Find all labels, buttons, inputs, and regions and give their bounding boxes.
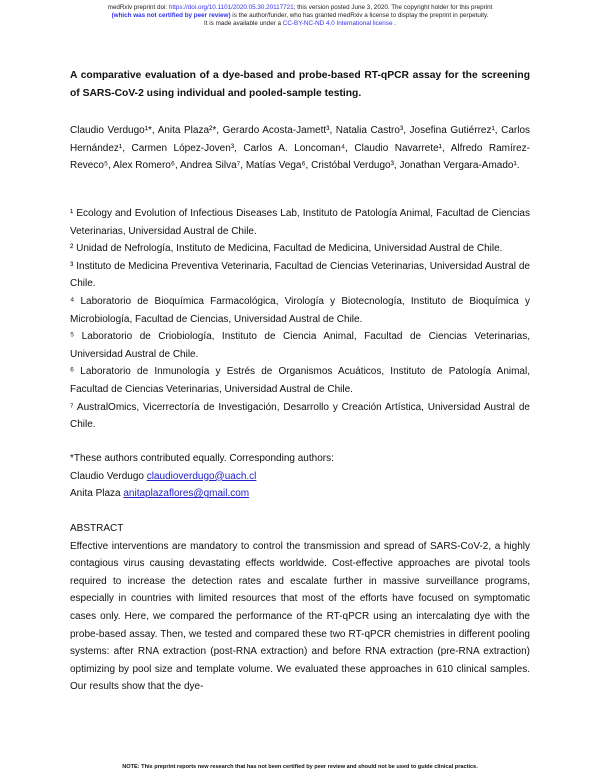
affiliations	[70, 205, 530, 434]
preprint-header	[0, 4, 600, 28]
corresponding-author: Claudio Verdugo	[70, 470, 147, 482]
affiliation: ² Unidad de Nefrología, Instituto de Medicina, Facultad de Medicina, Universidad Austral de Chile.	[70, 243, 503, 255]
affiliation: ⁷ AustralOmics, Vicerrectoría de Investigación, Desarrollo y Creación Artística, Universidad Austral de Chile.	[70, 401, 530, 431]
abstract-text: Effective interventions are mandatory to control the transmission and spread of SARS-CoV-2, a highly contagious virus causing devastating effects worldwide. Cost-effective approaches are pivotal tools required to increase the detection rates and escalate further in massive surveillance programs, especially in countries with limited resources that most of the efforts have focused on symptomatic cases only. Here, we compared the performance of the RT-qPCR using an intercalating dye with the probe-based assay. Then, we tested and compared these two RT-qPCR chemistries in different pooling systems: after RNA extraction (post-RNA extraction) and before RNA extraction (pre-RNA extraction) optimizing by pool size and template volume. We evaluated these approaches in 610 clinical samples. Our results show that the dye-	[70, 540, 530, 693]
email-link[interactable]: anitaplazaflores@gmail.com	[123, 488, 250, 500]
affiliation: ³ Instituto de Medicina Preventiva Veterinaria, Facultad de Ciencias Veterinarias, Universidad Austral de Chile.	[70, 260, 530, 290]
paper-title: A comparative evaluation of a dye-based and probe-based RT-qPCR assay for the screening of SARS-CoV-2 using individual and pooled-sample testing.	[70, 70, 530, 99]
affiliation: ⁵ Laboratorio de Criobiología, Instituto de Ciencia Animal, Facultad de Ciencias Veterinarias, Universidad Austral de Chile.	[70, 331, 530, 360]
header-text: is the author/funder, who has granted medRxiv a license to display the preprint in perpetuity.	[230, 12, 489, 19]
email-link[interactable]: claudioverdugo@uach.cl	[146, 470, 257, 482]
affiliation: ⁴ Laboratorio de Bioquímica Farmacológica, Virología y Biotecnología, Instituto de Bioquímica y Microbiología, Facultad de Ciencias, Universidad Austral de Chile.	[70, 295, 530, 325]
peer-review-note: (which was not certified by peer review)	[111, 12, 231, 19]
header-text: medRxiv preprint doi:	[107, 4, 169, 11]
correspondence	[70, 450, 530, 503]
header-text: .	[392, 20, 396, 27]
author-list: Claudio Verdugo¹*, Anita Plaza²*, Gerardo Acosta-Jamett³, Natalia Castro³, Josefina Gutiérrez¹, Carlos Hernández¹, Carmen López-Joven³, Carlos A. Loncoman⁴, Claudio Navarrete¹, Alfredo Ramírez-Reveco⁵, Alex Romero⁶, Andrea Silva⁷, Matías Vega⁶, Cristóbal Verdugo³, Jonathan Vergara-Amado¹.	[70, 125, 530, 172]
equal-contribution-note: *These authors contributed equally. Corresponding authors:	[70, 453, 334, 464]
header-text: ; this version posted June 3, 2020. The copyright holder for this preprint	[293, 4, 493, 11]
affiliation: ⁶ Laboratorio de Inmunología y Estrés de Organismos Acuáticos, Instituto de Patología Animal, Facultad de Ciencias Veterinarias, Universidad Austral de Chile.	[70, 366, 530, 395]
license-link[interactable]: CC-BY-NC-ND 4.0 International license	[282, 20, 393, 27]
abstract	[70, 520, 530, 696]
affiliation: ¹ Ecology and Evolution of Infectious Diseases Lab, Instituto de Patología Animal, Facultad de Ciencias Veterinarias, Universidad Austral de Chile.	[70, 208, 530, 237]
abstract-heading: ABSTRACT	[70, 523, 124, 534]
preprint-footer-note: NOTE: This preprint reports new research that has not been certified by peer review and should not be used to guide clinical practice.	[122, 764, 478, 770]
header-text: It is made available under a	[204, 20, 283, 27]
corresponding-author: Anita Plaza	[70, 488, 124, 500]
doi-link[interactable]: https://doi.org/10.1101/2020.05.30.20117721	[168, 4, 294, 11]
